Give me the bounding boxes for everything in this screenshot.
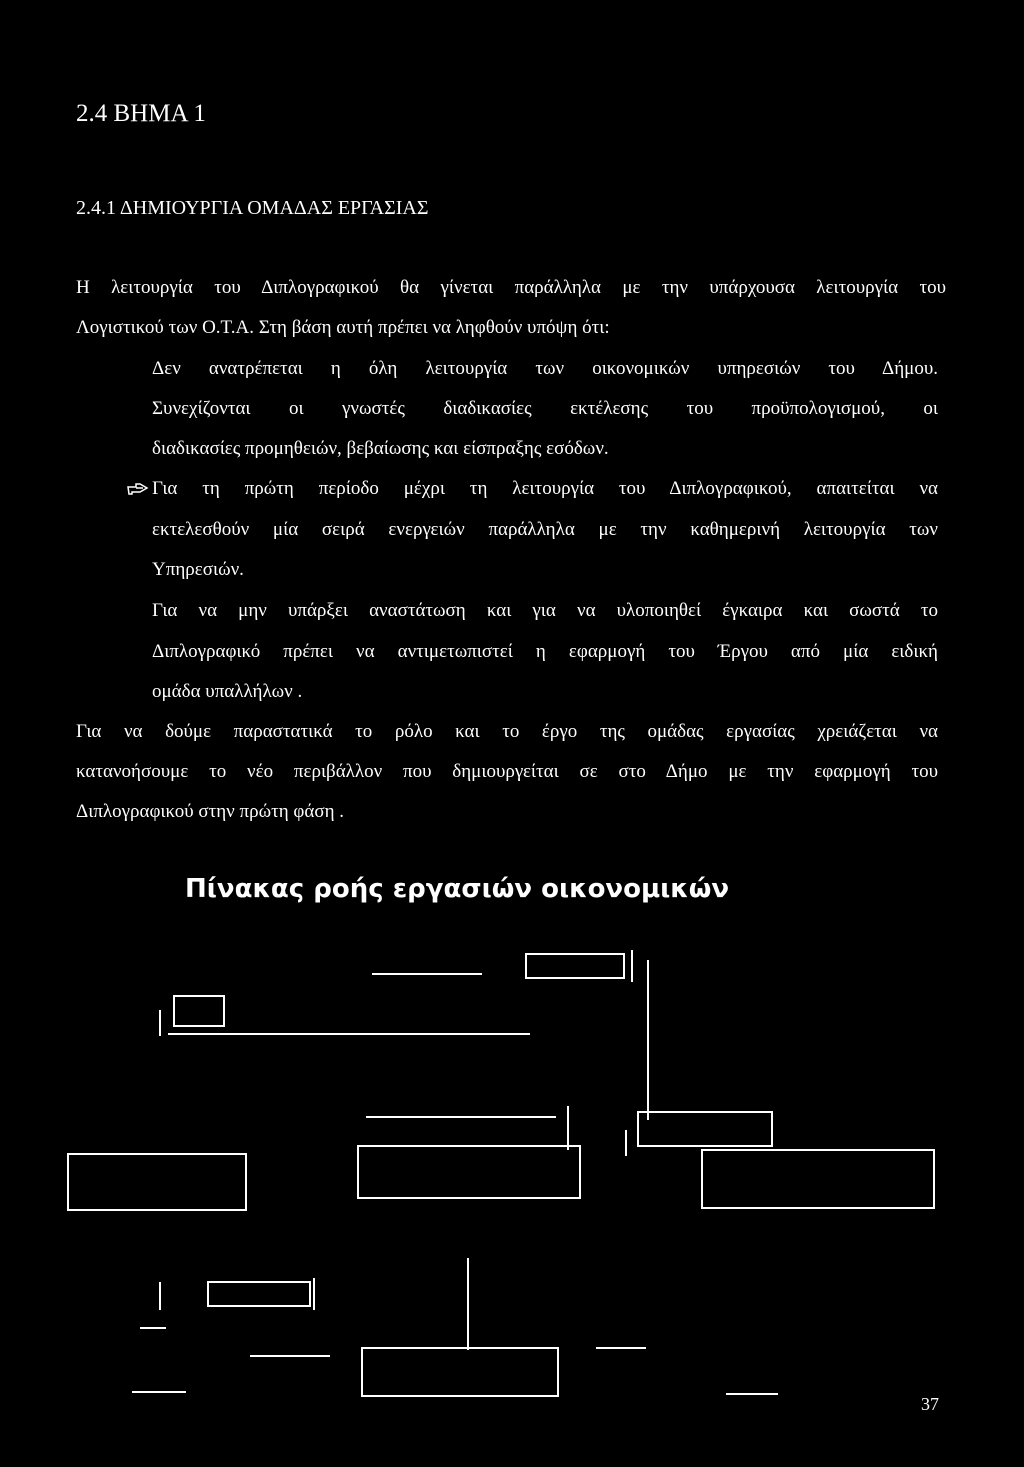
flow-box-center <box>358 1146 580 1198</box>
subsection-heading: 2.4.1 ΔΗΜΙΟΥΡΓΙΑ ΟΜΑΔΑΣ ΕΡΓΑΣΙΑΣ <box>76 197 429 219</box>
point-line-3: διαδικασίες προμηθειών, βεβαίωσης και είσπραξης εσόδων. <box>152 438 609 459</box>
intro-line-1: Η λειτουργία του Διπλογραφικού θα γίνεται παράλληλα με την υπάρχουσα λειτουργία του <box>76 277 946 298</box>
flow-box-left <box>68 1154 246 1210</box>
flow-box-bottom <box>362 1348 558 1396</box>
point-line-8: Διπλογραφικό πρέπει να αντιμετωπιστεί η εφαρμογή του Έργου από μία ειδική <box>152 641 938 662</box>
flowchart-title: Πίνακας ροής εργασιών οικονομικών <box>185 874 730 904</box>
flow-box-far-right <box>702 1150 934 1208</box>
flowchart-diagram <box>0 930 1024 1430</box>
point-line-6: Υπηρεσιών. <box>152 559 244 580</box>
closing-line-3: Διπλογραφικού στην πρώτη φάση . <box>76 801 345 822</box>
point-line-7: Για να μην υπάρξει αναστάτωση και για να υλοποιηθεί έγκαιρα και σωστά το <box>152 600 938 621</box>
point-line-5: εκτελεσθούν μία σειρά ενεργειών παράλληλα με την καθημερινή λειτουργία των <box>152 519 938 540</box>
point-line-2: Συνεχίζονται οι γνωστές διαδικασίες εκτέλεσης του προϋπολογισμού, οι <box>152 398 938 419</box>
section-heading: 2.4 ΒΗΜΑ 1 <box>76 100 206 127</box>
point-line-4: Για τη πρώτη περίοδο μέχρι τη λειτουργία του Διπλογραφικού, απαιτείται να <box>152 478 938 499</box>
closing-line-2: κατανοήσουμε το νέο περιβάλλον που δημιουργείται σε στο Δήμο με την εφαρμογή του <box>76 761 938 782</box>
flow-box-top-right <box>526 954 624 978</box>
pointing-hand-icon <box>127 482 149 496</box>
flow-box-right <box>638 1112 772 1146</box>
page-number: 37 <box>921 1394 939 1414</box>
closing-line-1: Για να δούμε παραστατικά το ρόλο και το έργο της ομάδας εργασίας χρειάζεται να <box>76 721 938 742</box>
intro-line-2: Λογιστικού των Ο.Τ.Α. Στη βάση αυτή πρέπει να ληφθούν υπόψη ότι: <box>76 317 610 338</box>
flow-box-lower-left <box>208 1282 310 1306</box>
point-line-9: ομάδα υπαλλήλων . <box>152 681 303 702</box>
point-line-1: Δεν ανατρέπεται η όλη λειτουργία των οικονομικών υπηρεσιών του Δήμου. <box>152 358 938 379</box>
flow-box-top-left <box>174 996 224 1026</box>
